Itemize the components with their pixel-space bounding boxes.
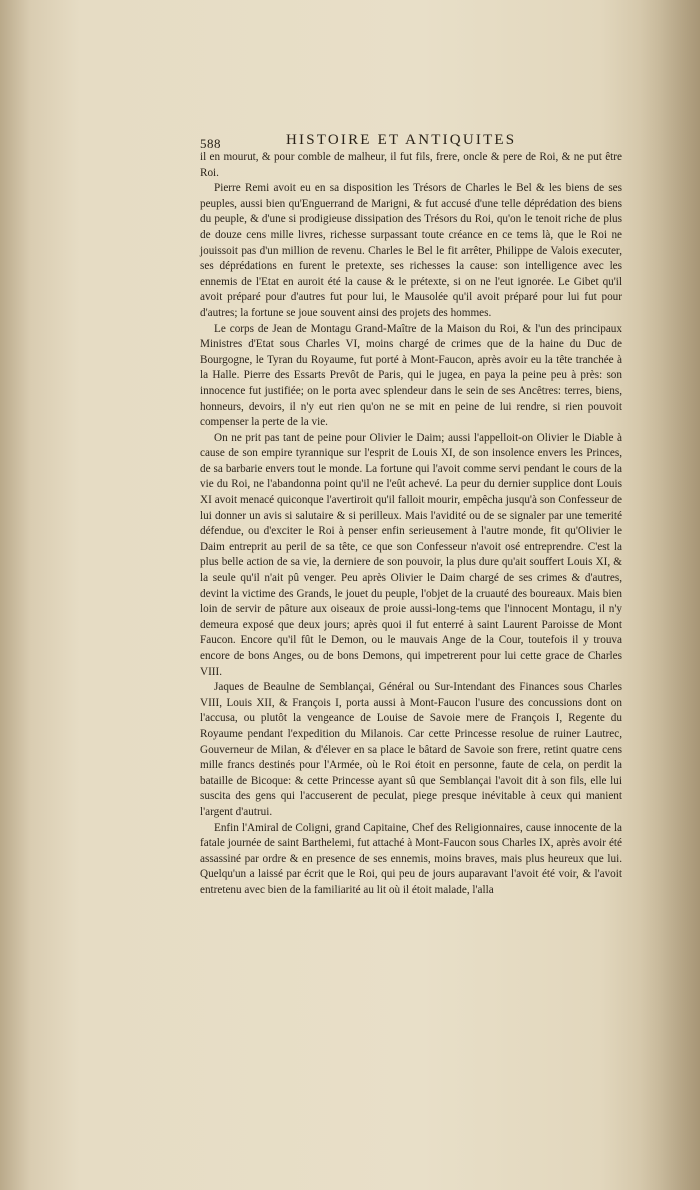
paragraph: Enfin l'Amiral de Coligni, grand Capitaine, Chef des Religionnaires, cause innocente de la fatale journée de saint Barthelemi, fut attaché à Mont-Faucon sous Charles IX, après avoir été assassiné par ordre & en presence de ses ennemis, moins braves, mais plus heureux que lui. Quelqu'un a laissé par écrit que le Roi, qui peu de jours auparavant l'avoit été voir, & l'avoit entretenu avec bien de la familiarité au lit où il étoit malade, l'alla [200,821,622,896]
paragraph: Le corps de Jean de Montagu Grand-Maître de la Maison du Roi, & l'un des principaux Ministres d'Etat sous Charles VI, moins chargé de crimes que de la haine du Duc de Bourgogne, le Tyran du Royaume, fut porté à Mont-Faucon, après avoir eu la tête tranchée à la Halle. Pierre des Essarts Prevôt de Paris, qui le jugea, en paya la peine peu à près: son innocence fut justifiée; on le porta avec splendeur dans le sein de ses Ancêtres: terres, biens, honneurs, devoirs, il n'y eut rien qu'on ne se mit en peine de lui rendre, si rien pouvoit compenser la perte de la vie. [200,322,622,429]
paragraph: On ne prit pas tant de peine pour Olivier le Daim; aussi l'appelloit-on Olivier le Diable à cause de son empire tyrannique sur l'esprit de Louis XI, de son insolence envers les Princes, de sa barbarie envers tout le monde. La fortune qui l'avoit comme servi pendant le cours de la vie du Roi, ne l'abandonna point qu'il ne l'eût achevé. La peur du dernier supplice dont Louis XI avoit menacé quiconque l'avertiroit qu'il falloit mourir, empêcha jusqu'à son Confesseur de lui donner un avis si salutaire & si perilleux. Mais l'avidité ou de se signaler par une temerité défendue, ou d'exciter le Roi à penser enfin serieusement à l'autre monde, fit qu'Olivier le Daim entreprit au peril de sa tête, ce que son Confesseur n'avoit osé entreprendre. C'est la plus belle action de sa vie, la derniere de son pouvoir, la plus dure qu'ait souffert Louis XI, & la seule qu'il n'ait pû venger. Peu après Olivier le Daim chargé de ses crimes & d'autres, devint la victime des Grands, le jouet du peuple, l'objet de la cruauté des boureaux. Mais bien loin de servir de pâture aux oiseaux de proie aussi-long-tems que l'innocent Montagu, il n'y demeura exposé que deux jours; après quoi il fut enterré à saint Laurent Paroisse de Mont Faucon. Encore qu'il fût le Demon, ou le mauvais Ange de la Cour, toutefois il y trouva encore de bons Anges, ou de bons Demons, qui impetrerent pour lui cette grace de Charles VIII. [200,431,622,678]
paragraph: Jaques de Beaulne de Semblançai, Général ou Sur-Intendant des Finances sous Charles VIII, Louis XII, & François I, porta aussi à Mont-Faucon l'usure des concussions dont on l'accusa, ou plutôt la vengeance de Louise de Savoie mere de François I, Regente du Royaume pendant l'expedition du Milanois. Car cette Princesse resolue de ruiner Lautrec, Gouverneur de Milan, & d'élever en sa place le bâtard de Savoie son frere, retint quatre cens mille francs destinés pour l'Armée, où le Roi étoit en personne, faute de cela, on perdit la bataille de Bicoque: & cette Princesse ayant sû que Semblançai l'avoit dit à son fils, elle lui suscita des gens qui l'accuserent de peculat, piege presque inévitable à ceux qui manient l'argent d'autrui. [200,681,622,818]
page-gutter-shadow [640,0,700,1190]
body-text [200,150,622,899]
page-header [200,132,640,152]
paragraph: il en mourut, & pour comble de malheur, il fut fils, frere, oncle & pere de Roi, & ne put être Roi. [200,151,622,179]
running-title: HISTOIRE ET ANTIQUITES [286,132,517,148]
paragraph: Pierre Remi avoit eu en sa disposition les Trésors de Charles le Bel & les biens de ses peuples, aussi bien qu'Enguerrand de Marigni, & fut accusé d'une telle déprédation des biens du peuple, & d'une si prodigieuse dissipation des Trésors du Roi, qu'on le tenoit riche de plus de douze cens mille livres, richesse surpassant toute créance en ce tems là, que le Roi ne jouissoit pas d'un million de revenu. Charles le Bel le fit arrêter, Philippe de Valois executer, ses déprédations en furent le pretexte, ses richesses la cause: son intelligence avec les ennemis de l'Etat en auroit été la cause & le prétexte, si on ne l'eut ignorée. Le Gibet qu'il avoit préparé pour d'autres fut pour lui, le Mausolée qu'il avoit préparé pour lui fut pour d'autres; la fortune se joue souvent ainsi des projets des hommes. [200,182,622,319]
page-number: 588 [200,136,221,151]
